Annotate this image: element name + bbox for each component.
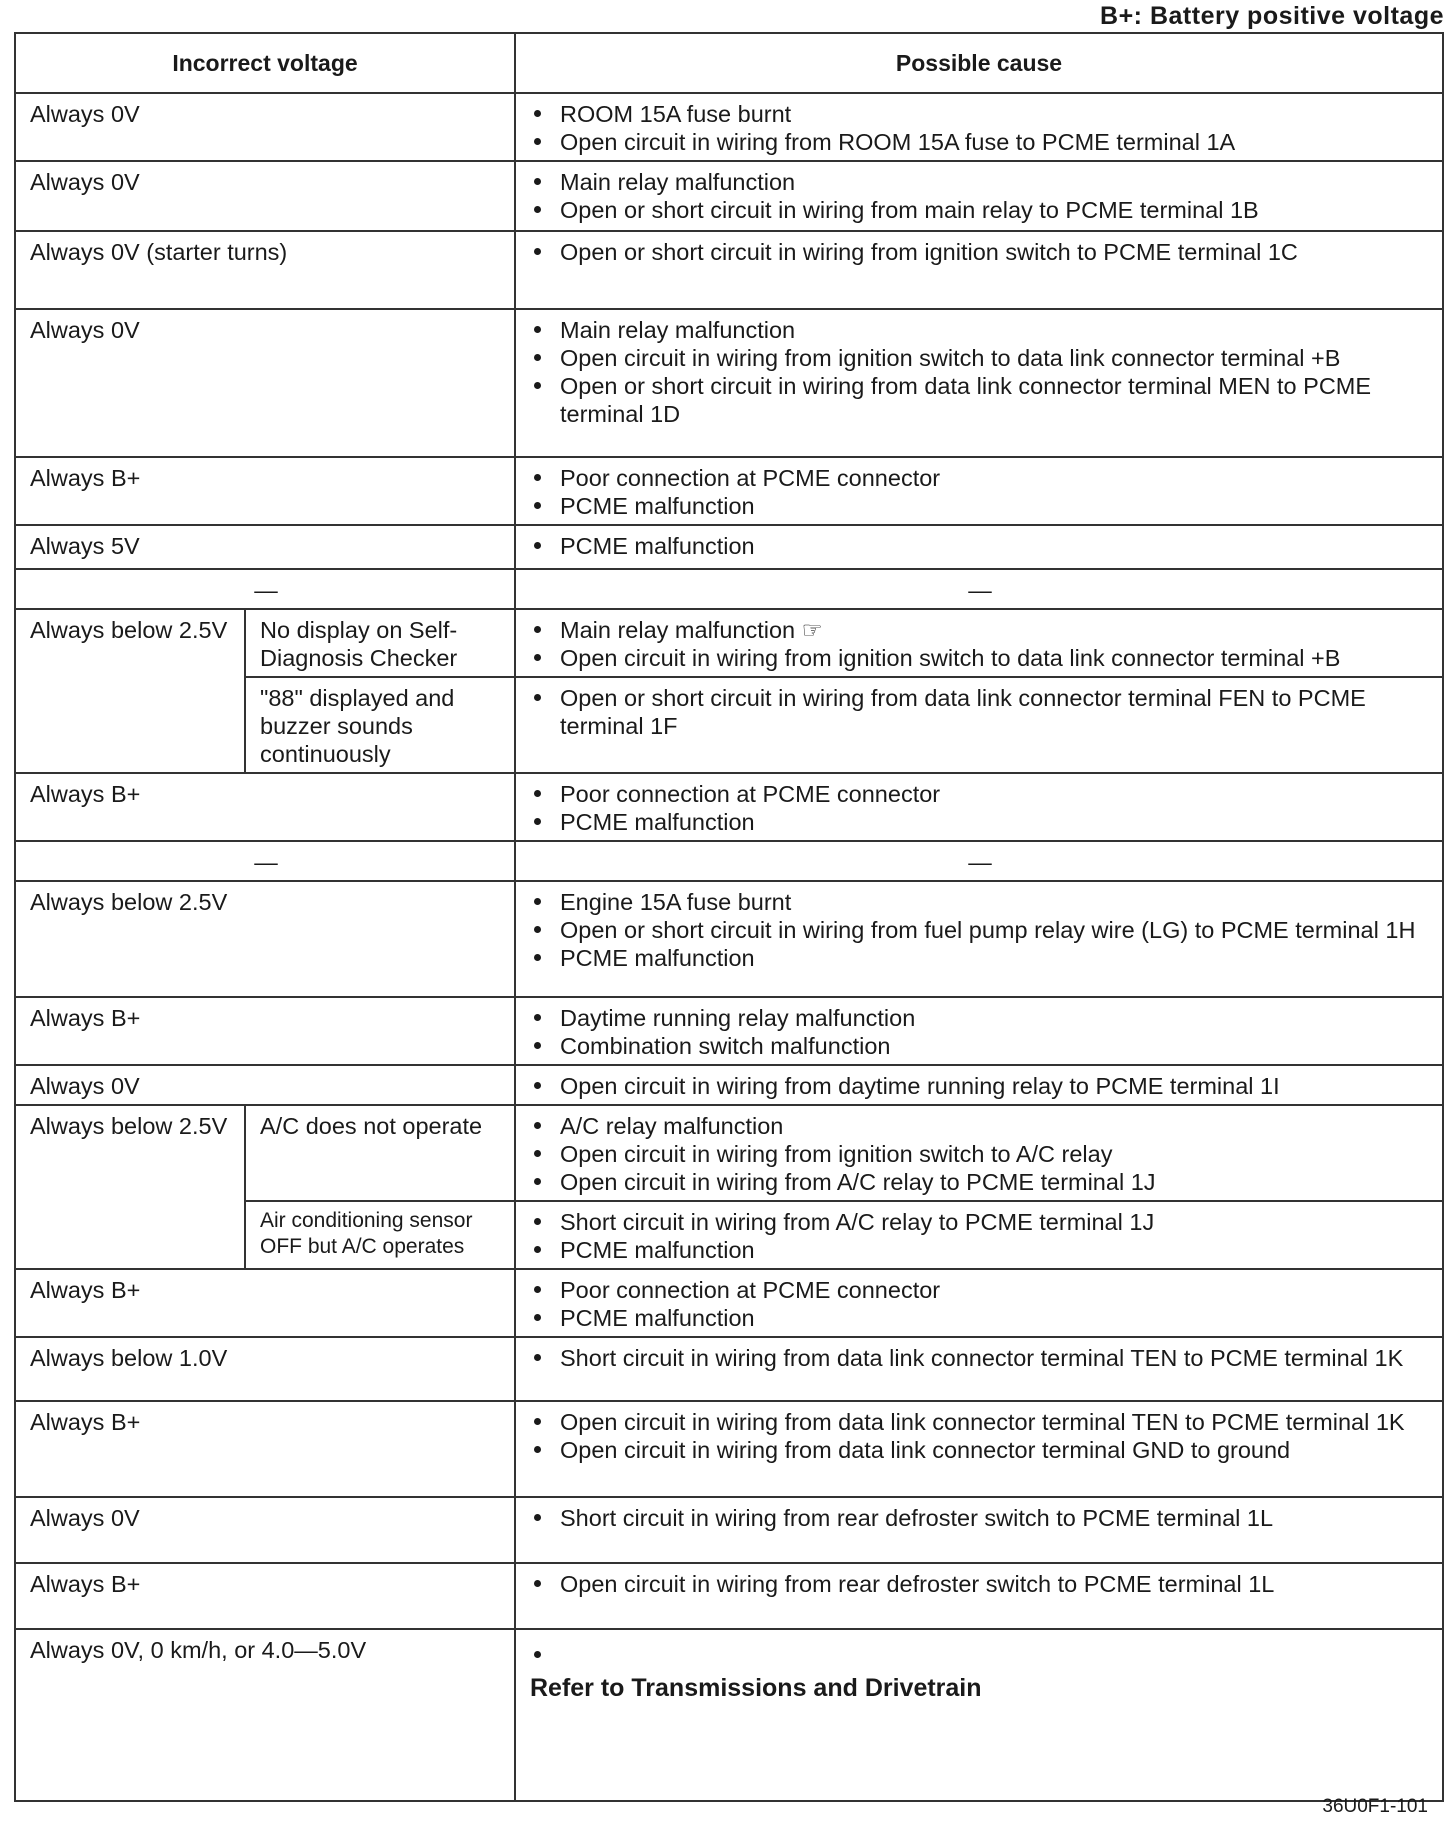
cause-item: Open or short circuit in wiring from ignition switch to PCME terminal 1C <box>530 238 1430 266</box>
cause-item: Open circuit in wiring from ROOM 15A fuse to PCME terminal 1A <box>530 128 1430 156</box>
table-row <box>15 93 1443 161</box>
condition-cell: A/C does not operate <box>245 1105 515 1201</box>
cause-cell <box>515 231 1443 309</box>
table-row <box>15 1337 1443 1401</box>
cause-cell <box>515 677 1443 773</box>
dash-cell: — <box>15 841 515 881</box>
header-possible-cause: Possible cause <box>515 33 1443 93</box>
voltage-cell: Always 0V, 0 km/h, or 4.0—5.0V <box>15 1629 515 1801</box>
voltage-cell: Always B+ <box>15 1563 515 1629</box>
cause-cell <box>515 457 1443 525</box>
dash-cell: — <box>515 569 1443 609</box>
voltage-cell: Always B+ <box>15 773 515 841</box>
voltage-cell: Always below 2.5V <box>15 609 245 773</box>
cause-item: ROOM 15A fuse burnt <box>530 100 1430 128</box>
table-row <box>15 1269 1443 1337</box>
cause-item: Engine 15A fuse burnt <box>530 888 1430 916</box>
cause-item: PCME malfunction <box>530 808 1430 836</box>
refer-link-text: Refer to Transmissions and Drivetrain <box>530 1674 982 1702</box>
cause-item: Short circuit in wiring from rear defroster switch to PCME terminal 1L <box>530 1504 1430 1532</box>
dash-cell: — <box>15 569 515 609</box>
cause-cell <box>515 609 1443 677</box>
cause-cell <box>515 1105 1443 1201</box>
voltage-cell: Always B+ <box>15 1401 515 1497</box>
cause-item: Open or short circuit in wiring from main relay to PCME terminal 1B <box>530 196 1430 224</box>
cause-item: Open circuit in wiring from data link connector terminal GND to ground <box>530 1436 1430 1464</box>
cause-item: Short circuit in wiring from data link connector terminal TEN to PCME terminal 1K <box>530 1344 1430 1372</box>
table-row <box>15 1563 1443 1629</box>
cause-cell <box>515 1497 1443 1563</box>
cause-item: PCME malfunction <box>530 944 1430 972</box>
cause-item: Main relay malfunction <box>530 168 1430 196</box>
table-row-empty <box>15 841 1443 881</box>
legend-note: B+: Battery positive voltage <box>1100 2 1444 30</box>
voltage-cell: Always below 2.5V <box>15 881 515 997</box>
cause-cell <box>515 161 1443 231</box>
cause-item: PCME malfunction <box>530 532 1430 560</box>
cause-item: Short circuit in wiring from A/C relay to PCME terminal 1J <box>530 1208 1430 1236</box>
table-row <box>15 231 1443 309</box>
table-row <box>15 161 1443 231</box>
table-row <box>15 609 1443 677</box>
table-row <box>15 1105 1443 1201</box>
cause-item: Poor connection at PCME connector <box>530 780 1430 808</box>
condition-cell: No display on Self-Diagnosis Checker <box>245 609 515 677</box>
condition-cell: Air conditioning sensor OFF but A/C operates <box>245 1201 515 1269</box>
table-row <box>15 1065 1443 1105</box>
cause-item: Open circuit in wiring from rear defroster switch to PCME terminal 1L <box>530 1570 1430 1598</box>
cause-item: Open circuit in wiring from ignition switch to data link connector terminal +B <box>530 644 1430 672</box>
cause-item: Open or short circuit in wiring from data link connector terminal MEN to PCME terminal 1D <box>530 372 1430 428</box>
cause-item: Main relay malfunction <box>530 316 1430 344</box>
table-row <box>15 1629 1443 1801</box>
cause-cell <box>515 1269 1443 1337</box>
cause-cell <box>515 773 1443 841</box>
cause-item: PCME malfunction <box>530 1236 1430 1264</box>
document-id: 36U0F1-101 <box>1322 1796 1428 1817</box>
cause-cell <box>515 1337 1443 1401</box>
cause-item: Open circuit in wiring from ignition switch to A/C relay <box>530 1140 1430 1168</box>
cause-cell <box>515 1065 1443 1105</box>
cause-cell <box>515 1563 1443 1629</box>
dash-cell: — <box>515 841 1443 881</box>
voltage-cell: Always 0V <box>15 93 515 161</box>
voltage-cell: Always below 2.5V <box>15 1105 245 1269</box>
cause-item: Open circuit in wiring from ignition switch to data link connector terminal +B <box>530 344 1430 372</box>
cause-item: Daytime running relay malfunction <box>530 1004 1430 1032</box>
cause-item: Open or short circuit in wiring from data link connector terminal FEN to PCME terminal 1F <box>530 684 1430 740</box>
cause-item: PCME malfunction <box>530 1304 1430 1332</box>
cause-cell <box>515 309 1443 457</box>
table-row <box>15 1401 1443 1497</box>
table-row <box>15 457 1443 525</box>
cause-item: Poor connection at PCME connector <box>530 1276 1430 1304</box>
cause-item: PCME malfunction <box>530 492 1430 520</box>
table-row <box>15 997 1443 1065</box>
voltage-cell: Always below 1.0V <box>15 1337 515 1401</box>
voltage-cell: Always 0V <box>15 161 515 231</box>
table-row-empty <box>15 569 1443 609</box>
table-row <box>15 773 1443 841</box>
voltage-cell: Always 0V <box>15 1497 515 1563</box>
voltage-diagnosis-table <box>14 32 1444 1802</box>
cause-cell <box>515 1629 1443 1801</box>
voltage-cell: Always B+ <box>15 997 515 1065</box>
cause-item: Combination switch malfunction <box>530 1032 1430 1060</box>
condition-cell: "88" displayed and buzzer sounds continuously <box>245 677 515 773</box>
voltage-cell: Always 0V (starter turns) <box>15 231 515 309</box>
cause-cell <box>515 525 1443 569</box>
cause-item: Open circuit in wiring from A/C relay to PCME terminal 1J <box>530 1168 1430 1196</box>
cause-cell <box>515 997 1443 1065</box>
cause-cell <box>515 1401 1443 1497</box>
cause-item: Open or short circuit in wiring from fuel pump relay wire (LG) to PCME terminal 1H <box>530 916 1430 944</box>
table-header-row <box>15 33 1443 93</box>
voltage-cell: Always 0V <box>15 1065 515 1105</box>
voltage-cell: Always 0V <box>15 309 515 457</box>
header-incorrect-voltage: Incorrect voltage <box>15 33 515 93</box>
cause-cell <box>515 93 1443 161</box>
cause-item: Main relay malfunction ☞ <box>530 616 1430 644</box>
table-row <box>15 309 1443 457</box>
cause-cell <box>515 1201 1443 1269</box>
cause-item: Open circuit in wiring from daytime running relay to PCME terminal 1I <box>530 1072 1430 1100</box>
cause-cell <box>515 881 1443 997</box>
voltage-cell: Always 5V <box>15 525 515 569</box>
table-row <box>15 881 1443 997</box>
voltage-cell: Always B+ <box>15 1269 515 1337</box>
cause-item: Open circuit in wiring from data link connector terminal TEN to PCME terminal 1K <box>530 1408 1430 1436</box>
table-row <box>15 525 1443 569</box>
cause-item: Poor connection at PCME connector <box>530 464 1430 492</box>
bullet-dot <box>534 1651 541 1658</box>
table-row <box>15 1497 1443 1563</box>
voltage-cell: Always B+ <box>15 457 515 525</box>
cause-item: A/C relay malfunction <box>530 1112 1430 1140</box>
